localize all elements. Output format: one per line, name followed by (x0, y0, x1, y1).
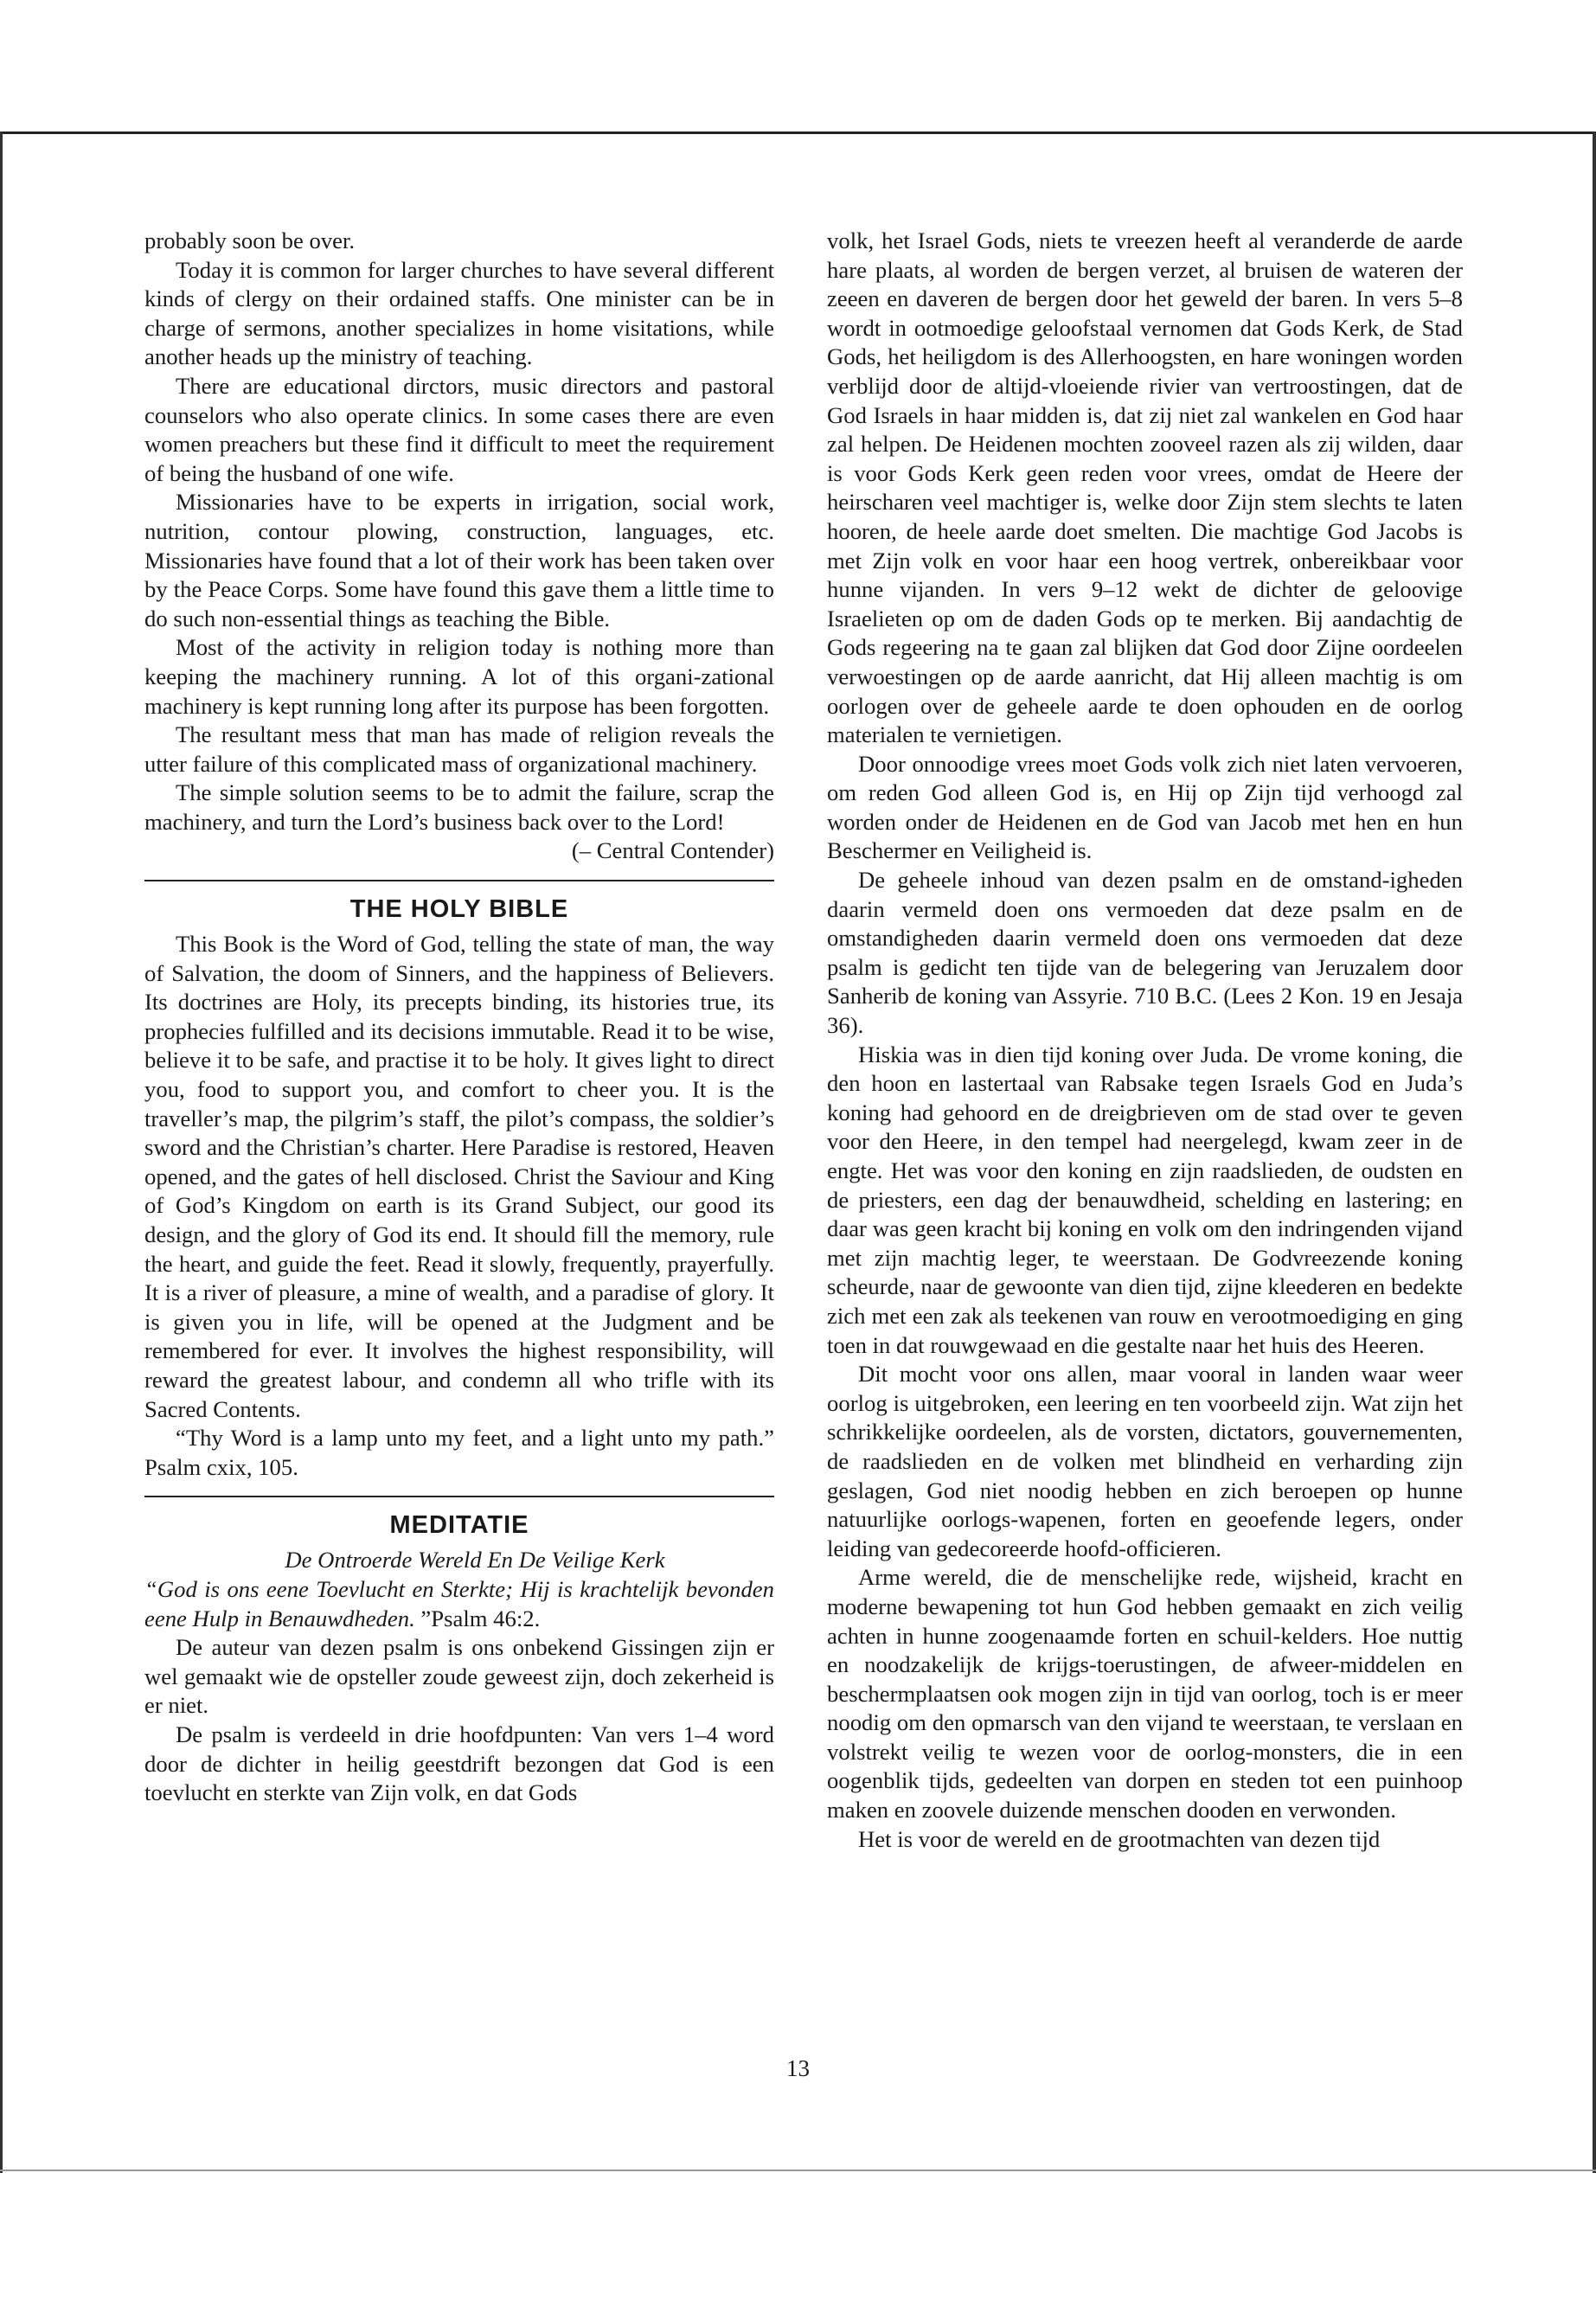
meditatie-subtitle: De Ontroerde Wereld En De Veilige Kerk (285, 1547, 665, 1574)
left-column (144, 227, 774, 1808)
article-paragraph: The resultant mess that man has made of religion reveals the utter failure of this complicated mass of organizational machinery. (144, 721, 774, 777)
page-frame-top (0, 131, 1596, 134)
article-paragraph: There are educational dirctors, music directors and pastoral counselors who also operate clinics. In some cases there are even women preachers but these find it difficult to meet the requirement of being the husband of one wife. (144, 372, 774, 486)
meditatie-paragraph: Arme wereld, die de menschelijke rede, wijsheid, kracht en moderne bewapening tot hun God hebben gemaakt en zich veilig achten in hunne zoogenaamde forten en schuil-kelders. Hoe nuttig en noodzakelijk de krijgs-toerustingen, de afweer-middelen en beschermplaatsen ook mogen zijn in tijd van oorlog, toch is er meer noodig om den opmarsch van den vijand te weerstaan, te verslaan en volstrekt veilig te wezen voor de oorlog-monsters, die in een oogenblik tijds, gedeelten van dorpen en steden tot een puinhoop maken en zoovele duizende menschen dooden en verwonden. (827, 1564, 1463, 1823)
meditatie-quote-text: “God is ons eene Toevlucht en Sterkte; Hij is krachtelijk bevonden eene Hulp in Benauwdheden. (144, 1575, 774, 1631)
meditatie-paragraph: Het is voor de wereld en de grootmachten van dezen tijd (858, 1825, 1381, 1852)
section-divider (144, 880, 774, 881)
holy-bible-quote: “Thy Word is a lamp unto my feet, and a light unto my path.” Psalm cxix, 105. (144, 1425, 774, 1480)
meditatie-paragraph: Hiskia was in dien tijd koning over Juda. De vrome koning, die den hoon en lastertaal van Rabsake tegen Israels God en Juda’s koning had gehoord en de dreigbrieven om de stad over te geven voor den Heere, in den tempel had neergelegd, kwam zeer in de engte. Het was voor den koning en zijn raadslieden, de oudsten en de priesters, een dag der benauwdheid, schelding en lastering; en daar was geen kracht bij koning en volk om den indringenden vijand met zijn machtig leger, te weerstaan. De Godvreezende koning scheurde, naar de gewoonte van dien tijd, zijne kleederen en bedekte zich met een zak als teekenen van rouw en verootmoediging en ging toen in dat rouwgewaad en die gestalte naar het huis des Heeren. (827, 1041, 1463, 1358)
meditatie-paragraph: De auteur van dezen psalm is ons onbekend Gissingen zijn er wel gemaakt wie de opsteller zoude geweest zijn, doch zekerheid is er niet. (144, 1634, 774, 1719)
page-frame-bottom (0, 2170, 1596, 2171)
meditatie-epigraph (144, 1575, 774, 1633)
page-frame-left (0, 131, 3, 2173)
meditatie-heading: MEDITATIE (389, 1511, 529, 1540)
meditatie-paragraph: Door onnoodige vrees moet Gods volk zich niet laten vervoeren, om reden God alleen God is, en Hij op Zijn tijd verhoogd zal worden onder de Heidenen en de God van Jacob met hen en hun Beschermer en Veiligheid is. (827, 750, 1463, 864)
section-divider (144, 1496, 774, 1497)
meditatie-paragraph: De psalm is verdeeld in drie hoofdpunten: Van vers 1–4 word door de dichter in heilig geestdrift bezongen dat God is een toevlucht en sterkte van Zijn volk, en dat Gods (144, 1721, 774, 1806)
article-paragraph: Today it is common for larger churches to have several different kinds of clergy on their ordained staffs. One minister can be in charge of sermons, another specializes in home visitations, while another heads up the ministry of teaching. (144, 256, 774, 370)
page-frame-right (1593, 131, 1596, 2173)
right-column (827, 227, 1463, 1854)
meditatie-continuation: volk, het Israel Gods, niets te vreezen heeft al veranderde de aarde hare plaats, al worden de bergen verzet, al bruisen de wateren der zeeen en daveren de bergen door het geweld der baren. In vers 5–8 wordt in ootmoedige geloofstaal vernomen dat Gods Kerk, de Stad Gods, het heiligdom is des Allerhoogsten, en hare woningen worden verblijd door de altijd-vloeiende rivier van vertroostingen, dat de God Israels in haar midden is, dat zij niet zal wankelen en God haar zal helpen. De Heidenen mochten zooveel razen als zij wilden, daar is voor Gods Kerk geen reden voor vrees, omdat de Heere der heirscharen veel machtiger is, welke door Zijn stem slechts te laten hooren, de heele aarde doet smelten. Die machtige God Jacobs is met Zijn volk en voor haar een hoog vertrek, onbereikbaar voor hunne vijanden. In vers 9–12 wekt de dichter de geloovige Israelieten op om de daden Gods op te merken. Bij aandachtig de Gods regeering na te gaan zal blijken dat God door Zijne oordeelen verwoestingen op de aarde aanricht, dat Hij alleen machtig is om oorlogen over de geheele aarde te doen ophouden en de oorlog materialen te vernietigen. (827, 228, 1463, 748)
holy-bible-heading: THE HOLY BIBLE (349, 895, 569, 924)
article-paragraph: Missionaries have to be experts in irrigation, social work, nutrition, contour plowing, construction, languages, etc. Missionaries have found that a lot of their work has been taken over by the Peace Corps. Some have found this gave them a little time to do such non-essential things as teaching the Bible. (144, 489, 774, 631)
meditatie-paragraph: De geheele inhoud van dezen psalm en de omstand-igheden daarin vermeld doen ons vermoeden dat deze psalm en de omstandigheden daarin vermeld doen ons vermoeden dat deze psalm is gedicht ten tijde van de belegering van Jeruzalem door Sanherib de koning van Assyrie. 710 B.C. (Lees 2 Kon. 19 en Jesaja 36). (827, 867, 1463, 1039)
article-continuation: probably soon be over. (144, 228, 356, 253)
page-number: 13 (786, 2055, 810, 2081)
article-paragraph: Most of the activity in religion today is nothing more than keeping the machinery running. A lot of this organi-zational machinery is kept running long after its purpose has been forgotten. (144, 634, 774, 719)
article-source: (– Central Contender) (571, 837, 774, 864)
article-paragraph: The simple solution seems to be to admit the failure, scrap the machinery, and turn the Lord’s business back over to the Lord! (144, 779, 774, 835)
meditatie-quote-ref: ”Psalm 46:2. (420, 1605, 541, 1631)
meditatie-paragraph: Dit mocht voor ons allen, maar vooral in landen waar weer oorlog is uitgebroken, een leering en ten voorbeeld zijn. Wat zijn het schrikkelijke oordeelen, als de vorsten, dictators, gouvernementen, de raadslieden en de volken met blindheid en verharding zijn geslagen, God niet noodig hebben en zich beroepen op hunne natuurlijke oorlogs-wapenen, forten en geoefende legers, onder leiding van gedecoreerde hoofd-officieren. (827, 1361, 1463, 1561)
holy-bible-paragraph: This Book is the Word of God, telling the state of man, the way of Salvation, the doom of Sinners, and the happiness of Believers. Its doctrines are Holy, its precepts binding, its histories true, its prophecies fulfilled and its decisions immutable. Read it to be wise, believe it to be safe, and practise it to be holy. It gives light to direct you, food to support you, and comfort to cheer you. It is the traveller’s map, the pilgrim’s staff, the pilot’s compass, the soldier’s sword and the Christian’s charter. Here Paradise is restored, Heaven opened, and the gates of hell disclosed. Christ the Saviour and King of God’s Kingdom on earth is its Grand Subject, our good its design, and the glory of God its end. It should fill the memory, rule the heart, and guide the feet. Read it slowly, frequently, prayerfully. It is a river of pleasure, a mine of wealth, and a paradise of glory. It is given you in life, will be opened at the Judgment and be remembered for ever. It involves the highest responsibility, will reward the greatest labour, and condemn all who trifle with its Sacred Contents. (144, 931, 774, 1422)
